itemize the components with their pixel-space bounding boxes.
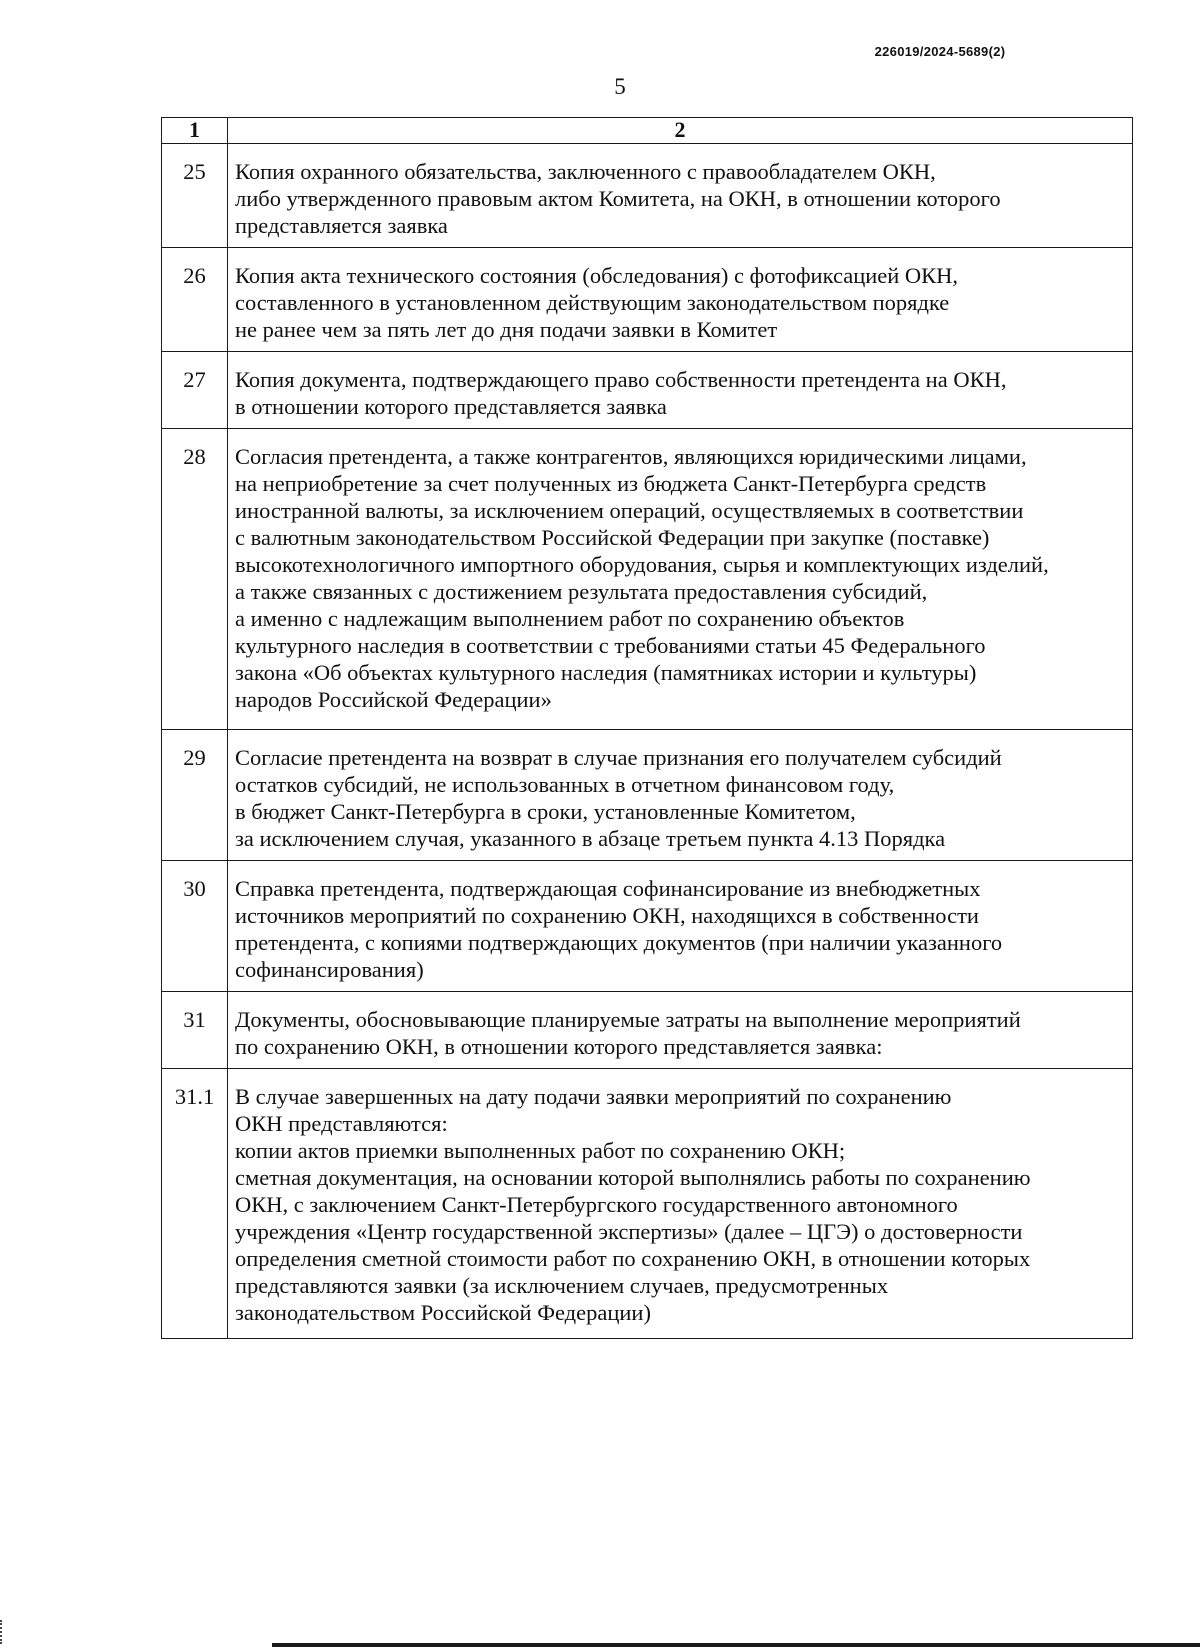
description-line: а также связанных с достижением результата предоставления субсидий, (235, 579, 928, 604)
row-number: 31 (162, 992, 228, 1069)
description-line: за исключением случая, указанного в абзаце третьем пункта 4.13 Порядка (235, 826, 946, 851)
documents-table (161, 117, 1133, 1339)
description-line: составленного в установленном действующим законодательством порядке (235, 290, 950, 315)
column-header-number: 1 (162, 118, 228, 144)
row-description (228, 730, 1133, 861)
row-description (228, 144, 1133, 248)
description-line: законодательством Российской Федерации) (235, 1300, 651, 1325)
description-line: Копия документа, подтверждающего право собственности претендента на ОКН, (235, 367, 1007, 392)
description-line: представляется заявка (235, 213, 448, 238)
description-line: в отношении которого представляется заявка (235, 394, 667, 419)
description-line: претендента, с копиями подтверждающих документов (при наличии указанного (235, 930, 1003, 955)
description-line: источников мероприятий по сохранению ОКН, находящихся в собственности (235, 903, 979, 928)
description-line: Документы, обосновывающие планируемые затраты на выполнение мероприятий (235, 1007, 1021, 1032)
row-number: 26 (162, 248, 228, 352)
table-row (162, 861, 1133, 992)
description-line: народов Российской Федерации» (235, 687, 552, 712)
row-number: 27 (162, 352, 228, 429)
row-number: 30 (162, 861, 228, 992)
table-row (162, 992, 1133, 1069)
description-line: с валютным законодательством Российской Федерации при закупке (поставке) (235, 525, 990, 550)
row-description (228, 861, 1133, 992)
description-line: закона «Об объектах культурного наследия (памятниках истории и культуры) (235, 660, 977, 685)
row-description (228, 248, 1133, 352)
column-header-description: 2 (228, 118, 1133, 144)
table-row (162, 1069, 1133, 1339)
table-row (162, 144, 1133, 248)
table-row (162, 730, 1133, 861)
scan-left-edge-marks (0, 1620, 5, 1644)
description-line: на неприобретение за счет полученных из бюджета Санкт-Петербурга средств (235, 471, 987, 496)
description-line: высокотехнологичного импортного оборудования, сырья и комплектующих изделий, (235, 552, 1049, 577)
row-number: 25 (162, 144, 228, 248)
row-number: 29 (162, 730, 228, 861)
description-line: представляются заявки (за исключением случаев, предусмотренных (235, 1273, 889, 1298)
table-row (162, 248, 1133, 352)
table-row (162, 429, 1133, 730)
description-line: ОКН, с заключением Санкт-Петербургского государственного автономного (235, 1192, 958, 1217)
description-line: софинансирования) (235, 957, 424, 982)
description-line: Согласия претендента, а также контрагентов, являющихся юридическими лицами, (235, 444, 1027, 469)
description-line: либо утвержденного правовым актом Комитета, на ОКН, в отношении которого (235, 186, 1001, 211)
description-line: не ранее чем за пять лет до дня подачи заявки в Комитет (235, 317, 778, 342)
description-line: Согласие претендента на возврат в случае признания его получателем субсидий (235, 745, 1002, 770)
row-number: 28 (162, 429, 228, 730)
description-line: учреждения «Центр государственной экспертизы» (далее – ЦГЭ) о достоверности (235, 1219, 1023, 1244)
description-line: определения сметной стоимости работ по сохранению ОКН, в отношении которых (235, 1246, 1031, 1271)
description-line: копии актов приемки выполненных работ по сохранению ОКН; (235, 1138, 846, 1163)
description-line: в бюджет Санкт-Петербурга в сроки, установленные Комитетом, (235, 799, 856, 824)
description-line: культурного наследия в соответствии с требованиями статьи 45 Федерального (235, 633, 986, 658)
row-number: 31.1 (162, 1069, 228, 1339)
description-line: Справка претендента, подтверждающая софинансирование из внебюджетных (235, 876, 981, 901)
description-line: Копия акта технического состояния (обследования) с фотофиксацией ОКН, (235, 263, 959, 288)
scan-bottom-edge (272, 1643, 1200, 1647)
row-description (228, 352, 1133, 429)
description-line: остатков субсидий, не использованных в отчетном финансовом году, (235, 772, 895, 797)
description-line: ОКН представляются: (235, 1111, 448, 1136)
table-row (162, 352, 1133, 429)
row-description (228, 1069, 1133, 1339)
document-registration-number: 226019/2024-5689(2) (874, 44, 1006, 59)
row-description (228, 429, 1133, 730)
description-line: Копия охранного обязательства, заключенного с правообладателем ОКН, (235, 159, 936, 184)
description-line: а именно с надлежащим выполнением работ по сохранению объектов (235, 606, 905, 631)
row-description (228, 992, 1133, 1069)
table-header-row (162, 118, 1133, 144)
page-number: 5 (614, 74, 626, 99)
description-line: сметная документация, на основании которой выполнялись работы по сохранению (235, 1165, 1031, 1190)
description-line: В случае завершенных на дату подачи заявки мероприятий по сохранению (235, 1084, 952, 1109)
table-body (162, 144, 1133, 1339)
description-line: иностранной валюты, за исключением операций, осуществляемых в соответствии (235, 498, 1024, 523)
description-line: по сохранению ОКН, в отношении которого представляется заявка: (235, 1034, 883, 1059)
